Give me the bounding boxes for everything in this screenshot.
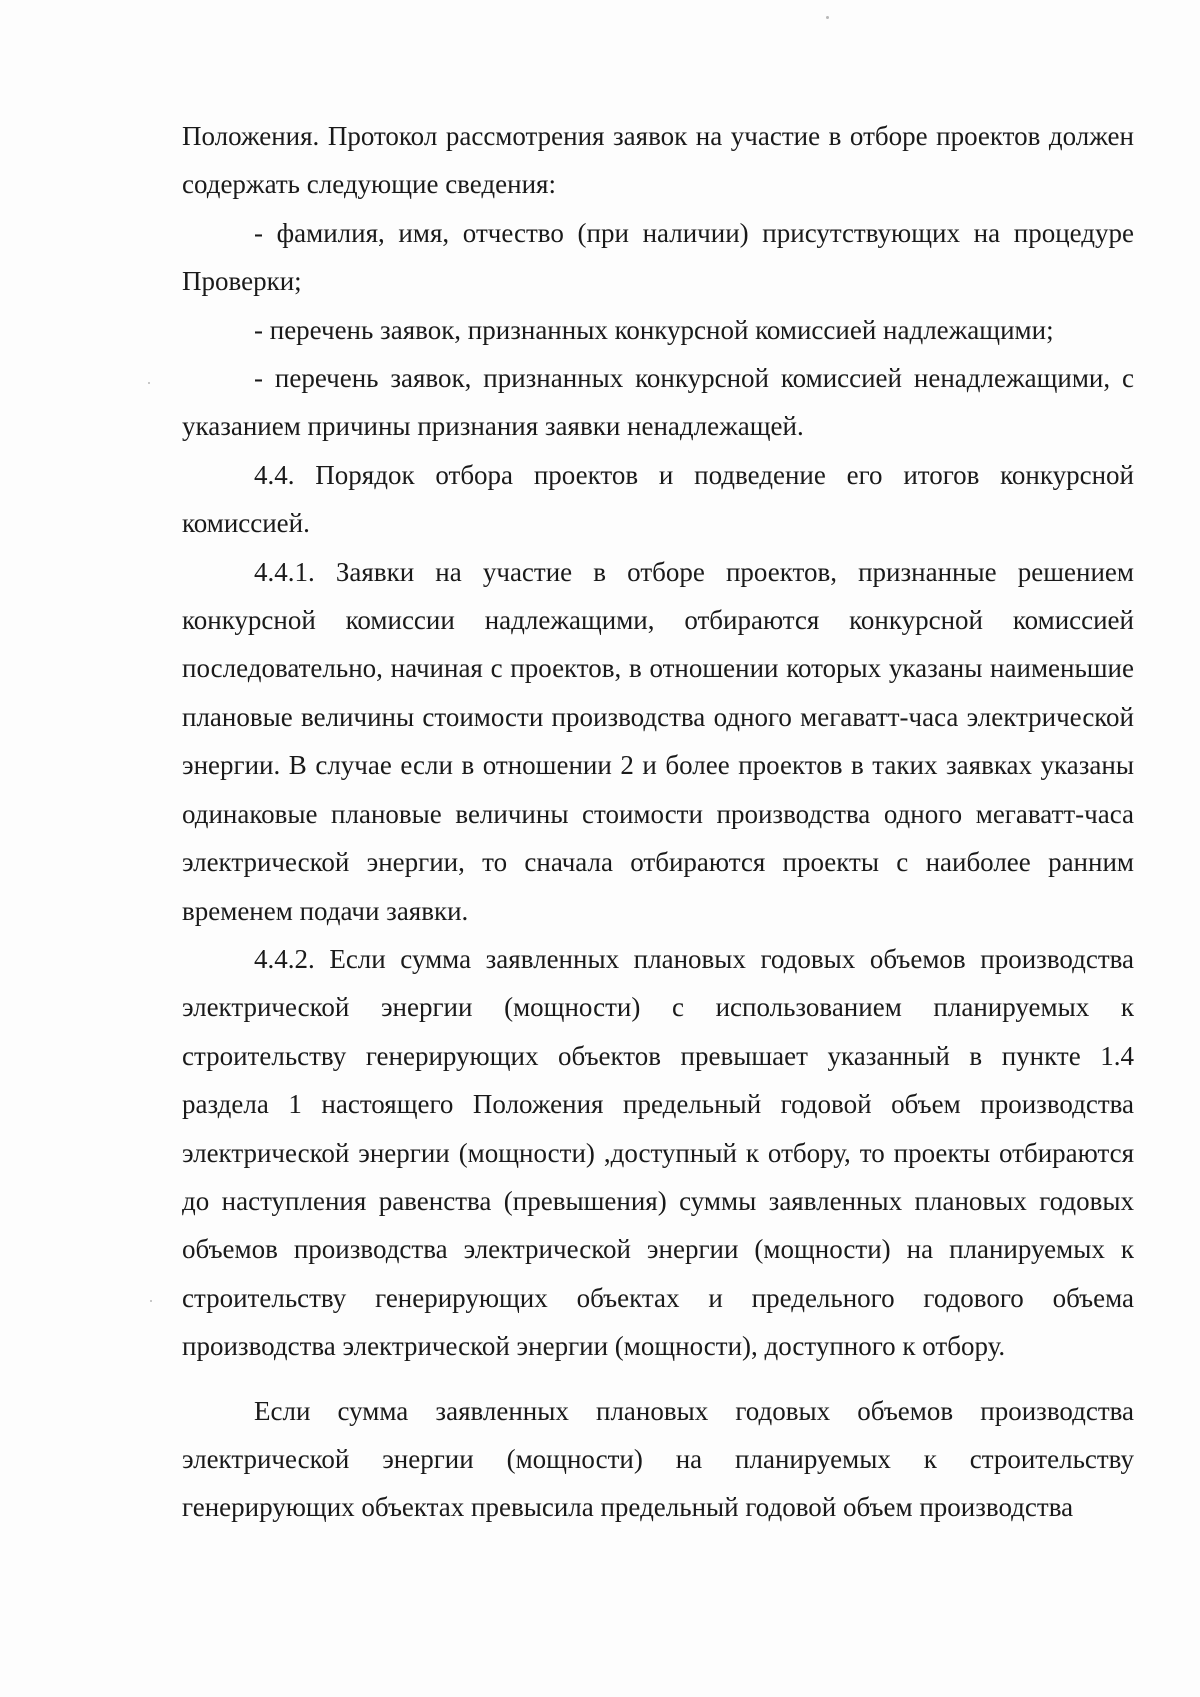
scan-speck [148, 382, 150, 384]
paragraph-list-item-improper-applications: - перечень заявок, признанных конкурсной комиссией ненадлежащими, с указанием причины признания заявки ненадлежащей. [182, 363, 1134, 442]
document-body [182, 112, 1134, 1532]
paragraph-list-item-attendees: - фамилия, имя, отчество (при наличии) присутствующих на процедуре Проверки; [182, 217, 1134, 297]
section-heading-4-4: 4.4. Порядок отбора проектов и подведение его итогов конкурсной комиссией. [182, 459, 1134, 539]
scan-speck [826, 16, 829, 19]
scan-speck [150, 1300, 152, 1302]
paragraph-list-item-proper-applications: - перечень заявок, признанных конкурсной комиссией надлежащими; [254, 314, 1054, 345]
paragraph-4-4-2: 4.4.2. Если сумма заявленных плановых годовых объемов производства электрической энергии (мощности) с использованием планируемых к строительству генерирующих объектов превышает указанный в пункте 1.4 раздела 1 настоящего Положения предельный годовой объем производства электрической энергии (мощности) ,доступный к отбору, то проекты отбираются до наступления равенства (превышения) суммы заявленных плановых годовых объемов производства электрической энергии (мощности) на планируемых к строительству генерирующих объектах и предельного годового объема производства электрической энергии (мощности), доступного к отбору. [182, 943, 1134, 1362]
paragraph-if-sum-exceeded: Если сумма заявленных плановых годовых объемов производства электрической энергии (мощности) на планируемых к строительству генерирующих объектах превысила предельный годовой объем производства [182, 1395, 1134, 1523]
paragraph-4-4-1: 4.4.1. Заявки на участие в отборе проектов, признанные решением конкурсной комиссии надлежащими, отбираются конкурсной комиссией последовательно, начиная с проектов, в отношении которых указаны наименьшие плановые величины стоимости производства одного мегаватт-часа электрической энергии. В случае если в отношении 2 и более проектов в таких заявках указаны одинаковые плановые величины стоимости производства одного мегаватт-часа электрической энергии, то сначала отбираются проекты с наиболее ранним временем подачи заявки. [182, 556, 1134, 926]
paragraph-protocol-contents: Положения. Протокол рассмотрения заявок на участие в отборе проектов должен содержать следующие сведения: [182, 121, 1134, 200]
